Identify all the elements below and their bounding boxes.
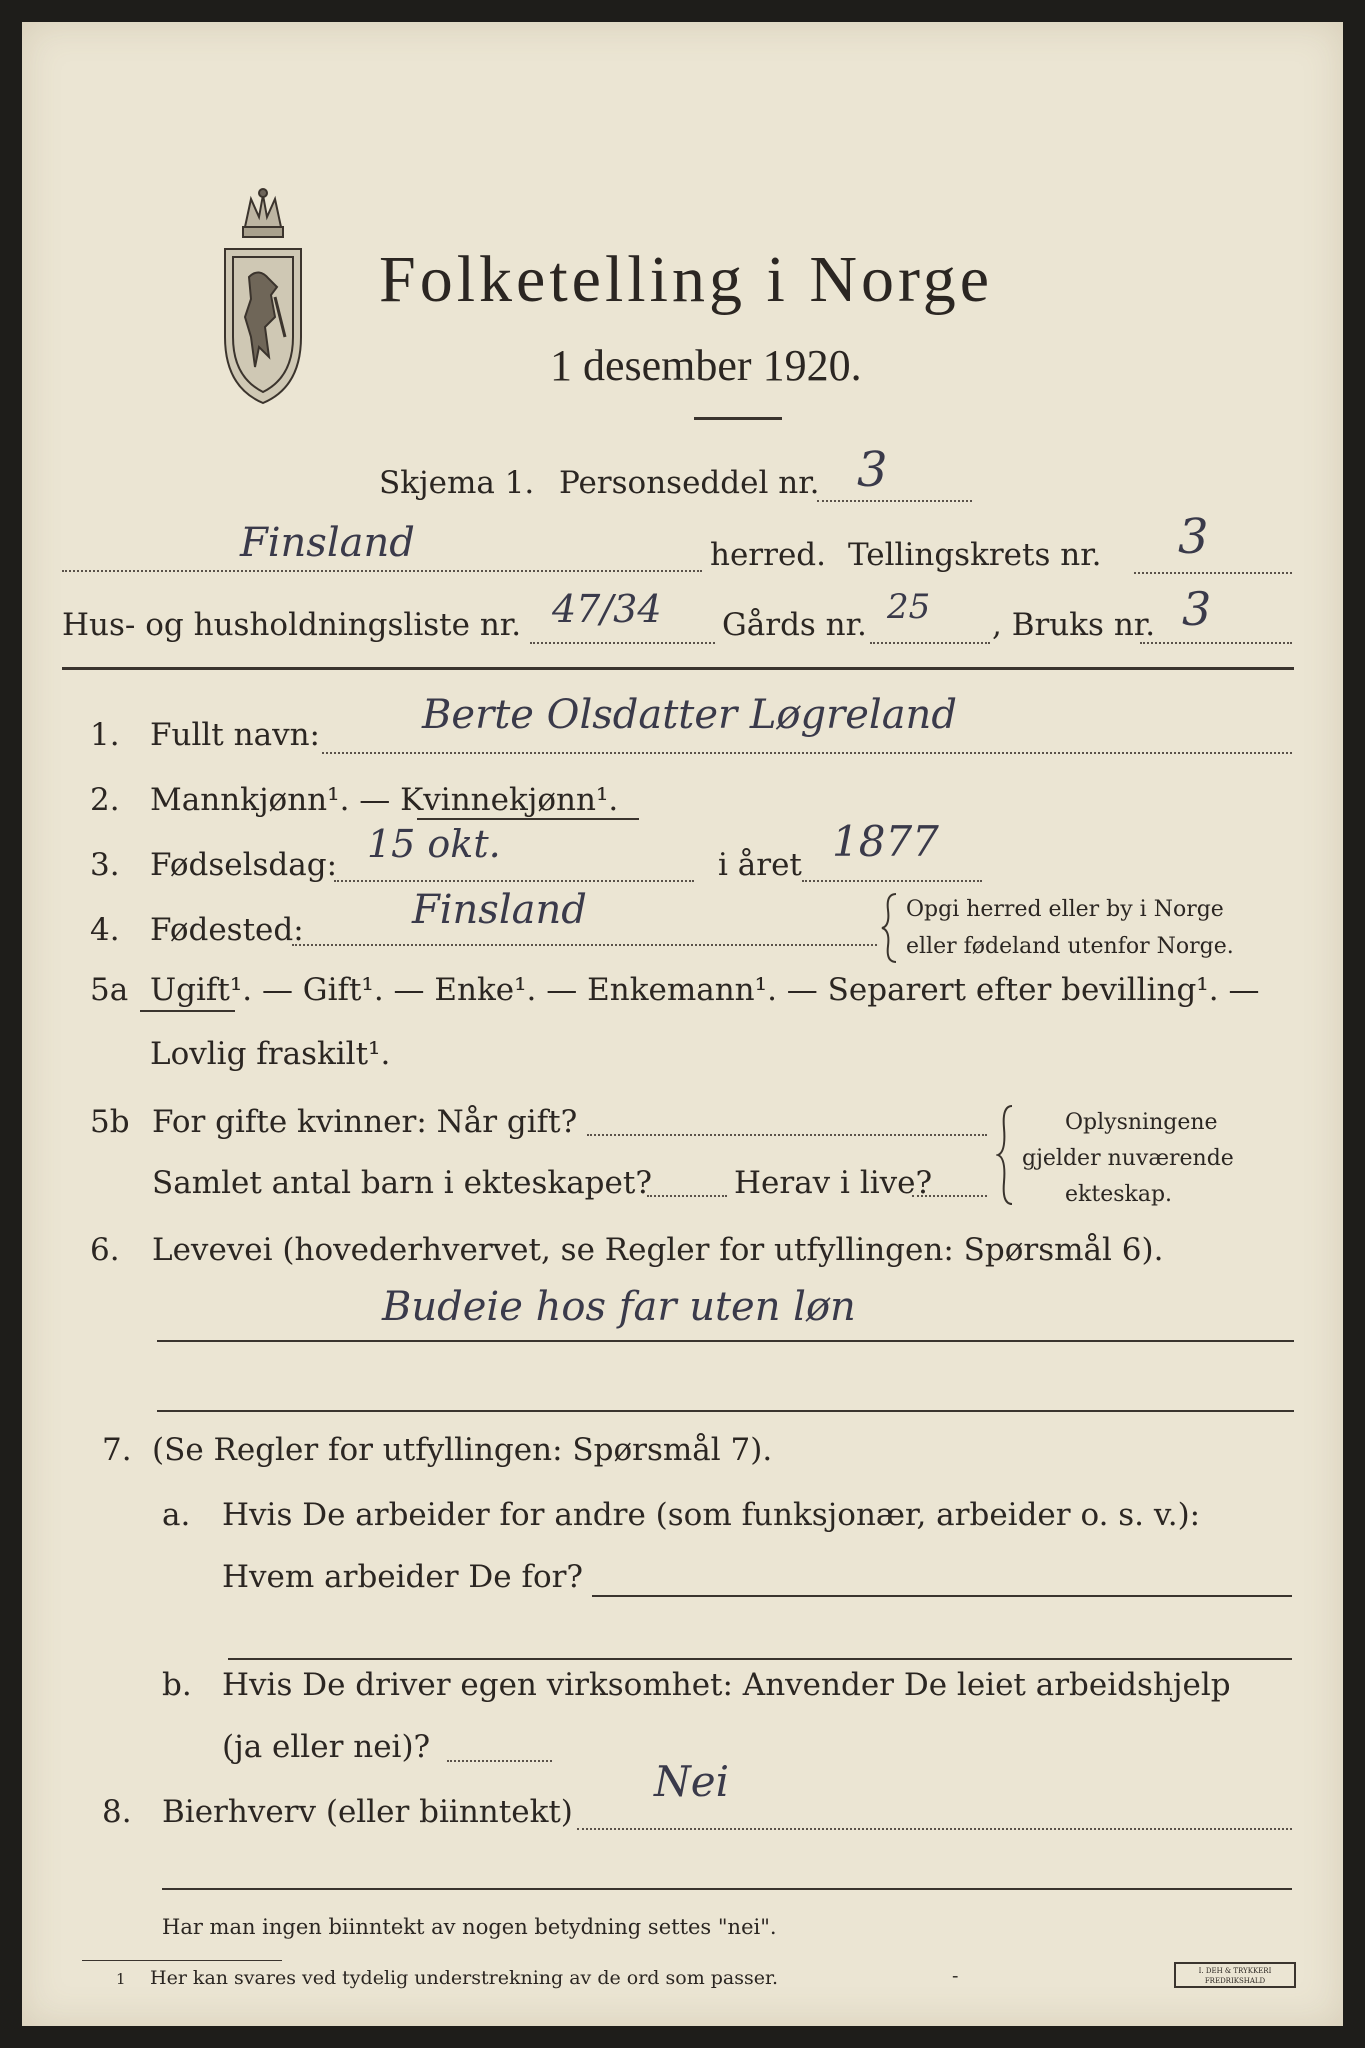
q3-year-dotted-line xyxy=(802,880,982,882)
q5b-when-dotted-line xyxy=(587,1134,987,1136)
q4-number: 4. xyxy=(90,912,120,948)
title-divider xyxy=(694,417,782,420)
q4-dotted-line xyxy=(292,944,877,946)
q1-full-name-value: Berte Olsdatter Løgreland xyxy=(422,692,957,738)
q4-note-line-1: Opgi herred eller by i Norge xyxy=(906,897,1224,922)
q5b-note-line-3: ekteskap. xyxy=(1065,1182,1173,1207)
q3-label: Fødselsdag: xyxy=(150,847,338,883)
q3-year-value: 1877 xyxy=(832,817,939,866)
q5b-note-line-2: gjelder nuværende xyxy=(1022,1146,1234,1171)
bruks-label: , Bruks nr. xyxy=(992,607,1156,643)
q6-occupation-value: Budeie hos far uten løn xyxy=(382,1284,856,1330)
footnote-text: Her kan svares ved tydelig understrekning av de ord som passer. xyxy=(150,1967,779,1989)
tellingskrets-dotted-line xyxy=(1134,572,1292,574)
bruks-dotted-line xyxy=(1140,642,1292,644)
q6-label: Levevei (hovederhvervet, se Regler for utfyllingen: Spørsmål 6). xyxy=(152,1232,1164,1268)
q7a-answer-line-1 xyxy=(592,1595,1292,1597)
q2-gender-options: Mannkjønn¹. — Kvinnekjønn¹. xyxy=(150,782,619,818)
q7a-answer-line-2 xyxy=(228,1658,1292,1660)
tellingskrets-label: Tellingskrets nr. xyxy=(848,537,1102,573)
q4-note-line-2: eller fødeland utenfor Norge. xyxy=(906,934,1234,959)
tellingskrets-value: 3 xyxy=(1178,509,1209,565)
q4-birthplace-value: Finsland xyxy=(412,887,587,933)
printer-stamp: I. DEH & TRYKKERI FREDRIKSHALD xyxy=(1174,1962,1296,1988)
census-form-page xyxy=(22,22,1343,2026)
q5b-children-dotted-line xyxy=(647,1195,727,1197)
q7b-letter: b. xyxy=(162,1667,192,1703)
q5b-note-brace xyxy=(996,1104,1014,1206)
q8-answer-line xyxy=(162,1888,1292,1890)
q5b-note-line-1: Oplysningene xyxy=(1065,1110,1218,1135)
q7-label: (Se Regler for utfyllingen: Spørsmål 7). xyxy=(152,1432,773,1468)
q5b-number: 5b xyxy=(90,1104,130,1140)
q1-label: Fullt navn: xyxy=(150,717,320,753)
q5b-children-label: Samlet antal barn i ekteskapet? xyxy=(152,1165,652,1201)
personseddel-dotted-line xyxy=(817,500,972,502)
herred-value: Finsland xyxy=(240,520,415,566)
q8-number: 8. xyxy=(102,1794,132,1830)
bottom-note: Har man ingen biinntekt av nogen betydning settes "nei". xyxy=(162,1915,777,1939)
q2-kvinnekjonn-underline xyxy=(417,818,639,820)
q8-dotted-line xyxy=(577,1828,1292,1830)
q7a-label: Hvis De arbeider for andre (som funksjonær, arbeider o. s. v.): xyxy=(222,1497,1201,1533)
q5a-number: 5a xyxy=(90,972,129,1008)
q7b-yes-no-label: (ja eller nei)? xyxy=(222,1729,431,1765)
q6-answer-line-2 xyxy=(157,1410,1294,1412)
q7b-dotted-line xyxy=(447,1760,552,1762)
q7a-employer-label: Hvem arbeider De for? xyxy=(222,1559,584,1595)
q4-label: Fødested: xyxy=(150,912,304,948)
q5b-label: For gifte kvinner: Når gift? xyxy=(152,1104,578,1140)
census-date: 1 desember 1920. xyxy=(550,341,862,390)
page-title: Folketelling i Norge xyxy=(379,243,994,316)
footnote-dash: - xyxy=(952,1965,959,1987)
herred-label: herred. xyxy=(710,537,826,573)
q7b-label: Hvis De driver egen virksomhet: Anvender De leiet arbeidshjelp xyxy=(222,1667,1231,1703)
q3-dotted-line xyxy=(334,880,694,882)
q7a-letter: a. xyxy=(162,1497,191,1533)
norway-coat-of-arms-icon xyxy=(215,187,311,407)
gards-label: Gårds nr. xyxy=(722,607,867,643)
q5a-marital-options-2: Lovlig fraskilt¹. xyxy=(150,1036,391,1072)
q3-birthday-value: 15 okt. xyxy=(367,822,501,866)
bruks-value: 3 xyxy=(1182,582,1212,636)
q3-number: 3. xyxy=(90,847,120,883)
herred-dotted-line xyxy=(62,570,702,572)
q6-answer-line-1 xyxy=(157,1340,1294,1342)
q5b-alive-dotted-line xyxy=(912,1195,987,1197)
q1-number: 1. xyxy=(90,717,120,753)
q5a-marital-options: Ugift¹. — Gift¹. — Enke¹. — Enkemann¹. — Separert efter bevilling¹. — xyxy=(150,972,1260,1008)
q8-side-income-value: Nei xyxy=(654,1757,730,1806)
gards-value: 25 xyxy=(887,587,931,627)
q3-year-label: i året xyxy=(718,847,802,883)
q5b-alive-label: Herav i live? xyxy=(734,1165,933,1201)
q8-label: Bierhverv (eller biinntekt) xyxy=(162,1794,573,1830)
q6-number: 6. xyxy=(90,1232,120,1268)
q1-dotted-line xyxy=(322,752,1292,754)
q5a-ugift-underline xyxy=(140,1010,235,1012)
personseddel-value: 3 xyxy=(857,442,888,498)
skjema-label: Skjema 1. xyxy=(379,465,535,501)
footnote-rule xyxy=(82,1960,282,1961)
q2-number: 2. xyxy=(90,782,120,818)
personseddel-label: Personseddel nr. xyxy=(559,465,820,501)
husliste-dotted-line xyxy=(530,642,715,644)
gards-dotted-line xyxy=(870,642,990,644)
footnote-mark: 1 xyxy=(116,1970,126,1988)
husliste-label: Hus- og husholdningsliste nr. xyxy=(62,607,522,643)
q4-note-brace xyxy=(880,892,898,964)
q7-number: 7. xyxy=(102,1432,132,1468)
header-rule xyxy=(62,667,1294,670)
husliste-value: 47/34 xyxy=(552,587,662,631)
